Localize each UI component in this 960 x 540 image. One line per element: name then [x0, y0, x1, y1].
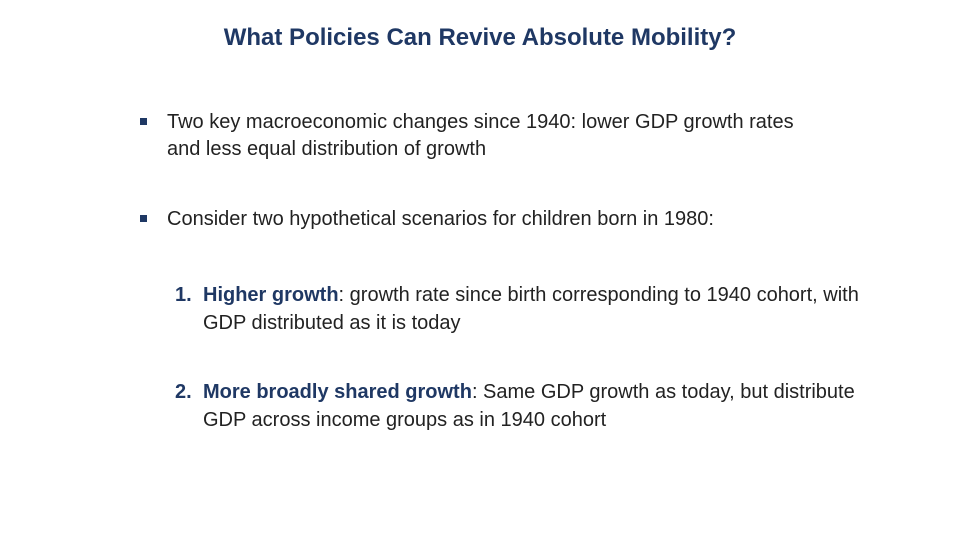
scenario-item	[175, 378, 863, 434]
square-bullet-icon	[140, 118, 147, 125]
slide-title: What Policies Can Revive Absolute Mobility?	[223, 24, 737, 51]
scenario-label: More broadly shared growth	[203, 381, 472, 403]
bullet-item	[140, 109, 807, 163]
scenario-number: 2.	[175, 381, 192, 403]
scenario-label: Higher growth	[203, 284, 339, 306]
scenario-body	[203, 378, 863, 434]
scenario-number: 1.	[175, 284, 192, 306]
bullet-item	[140, 206, 807, 233]
scenario-body	[203, 281, 863, 337]
bullet-text: Consider two hypothetical scenarios for children born in 1980:	[167, 208, 714, 230]
scenario-description: : Same GDP growth as today, but distribute GDP across income groups as in 1940 cohort	[203, 381, 855, 431]
scenario-description: : growth rate since birth corresponding to 1940 cohort, with GDP distributed as it is today	[203, 284, 859, 334]
scenario-item	[175, 281, 863, 337]
square-bullet-icon	[140, 215, 147, 222]
bullet-text: Two key macroeconomic changes since 1940: lower GDP growth rates and less equal distribution of growth	[167, 111, 794, 160]
